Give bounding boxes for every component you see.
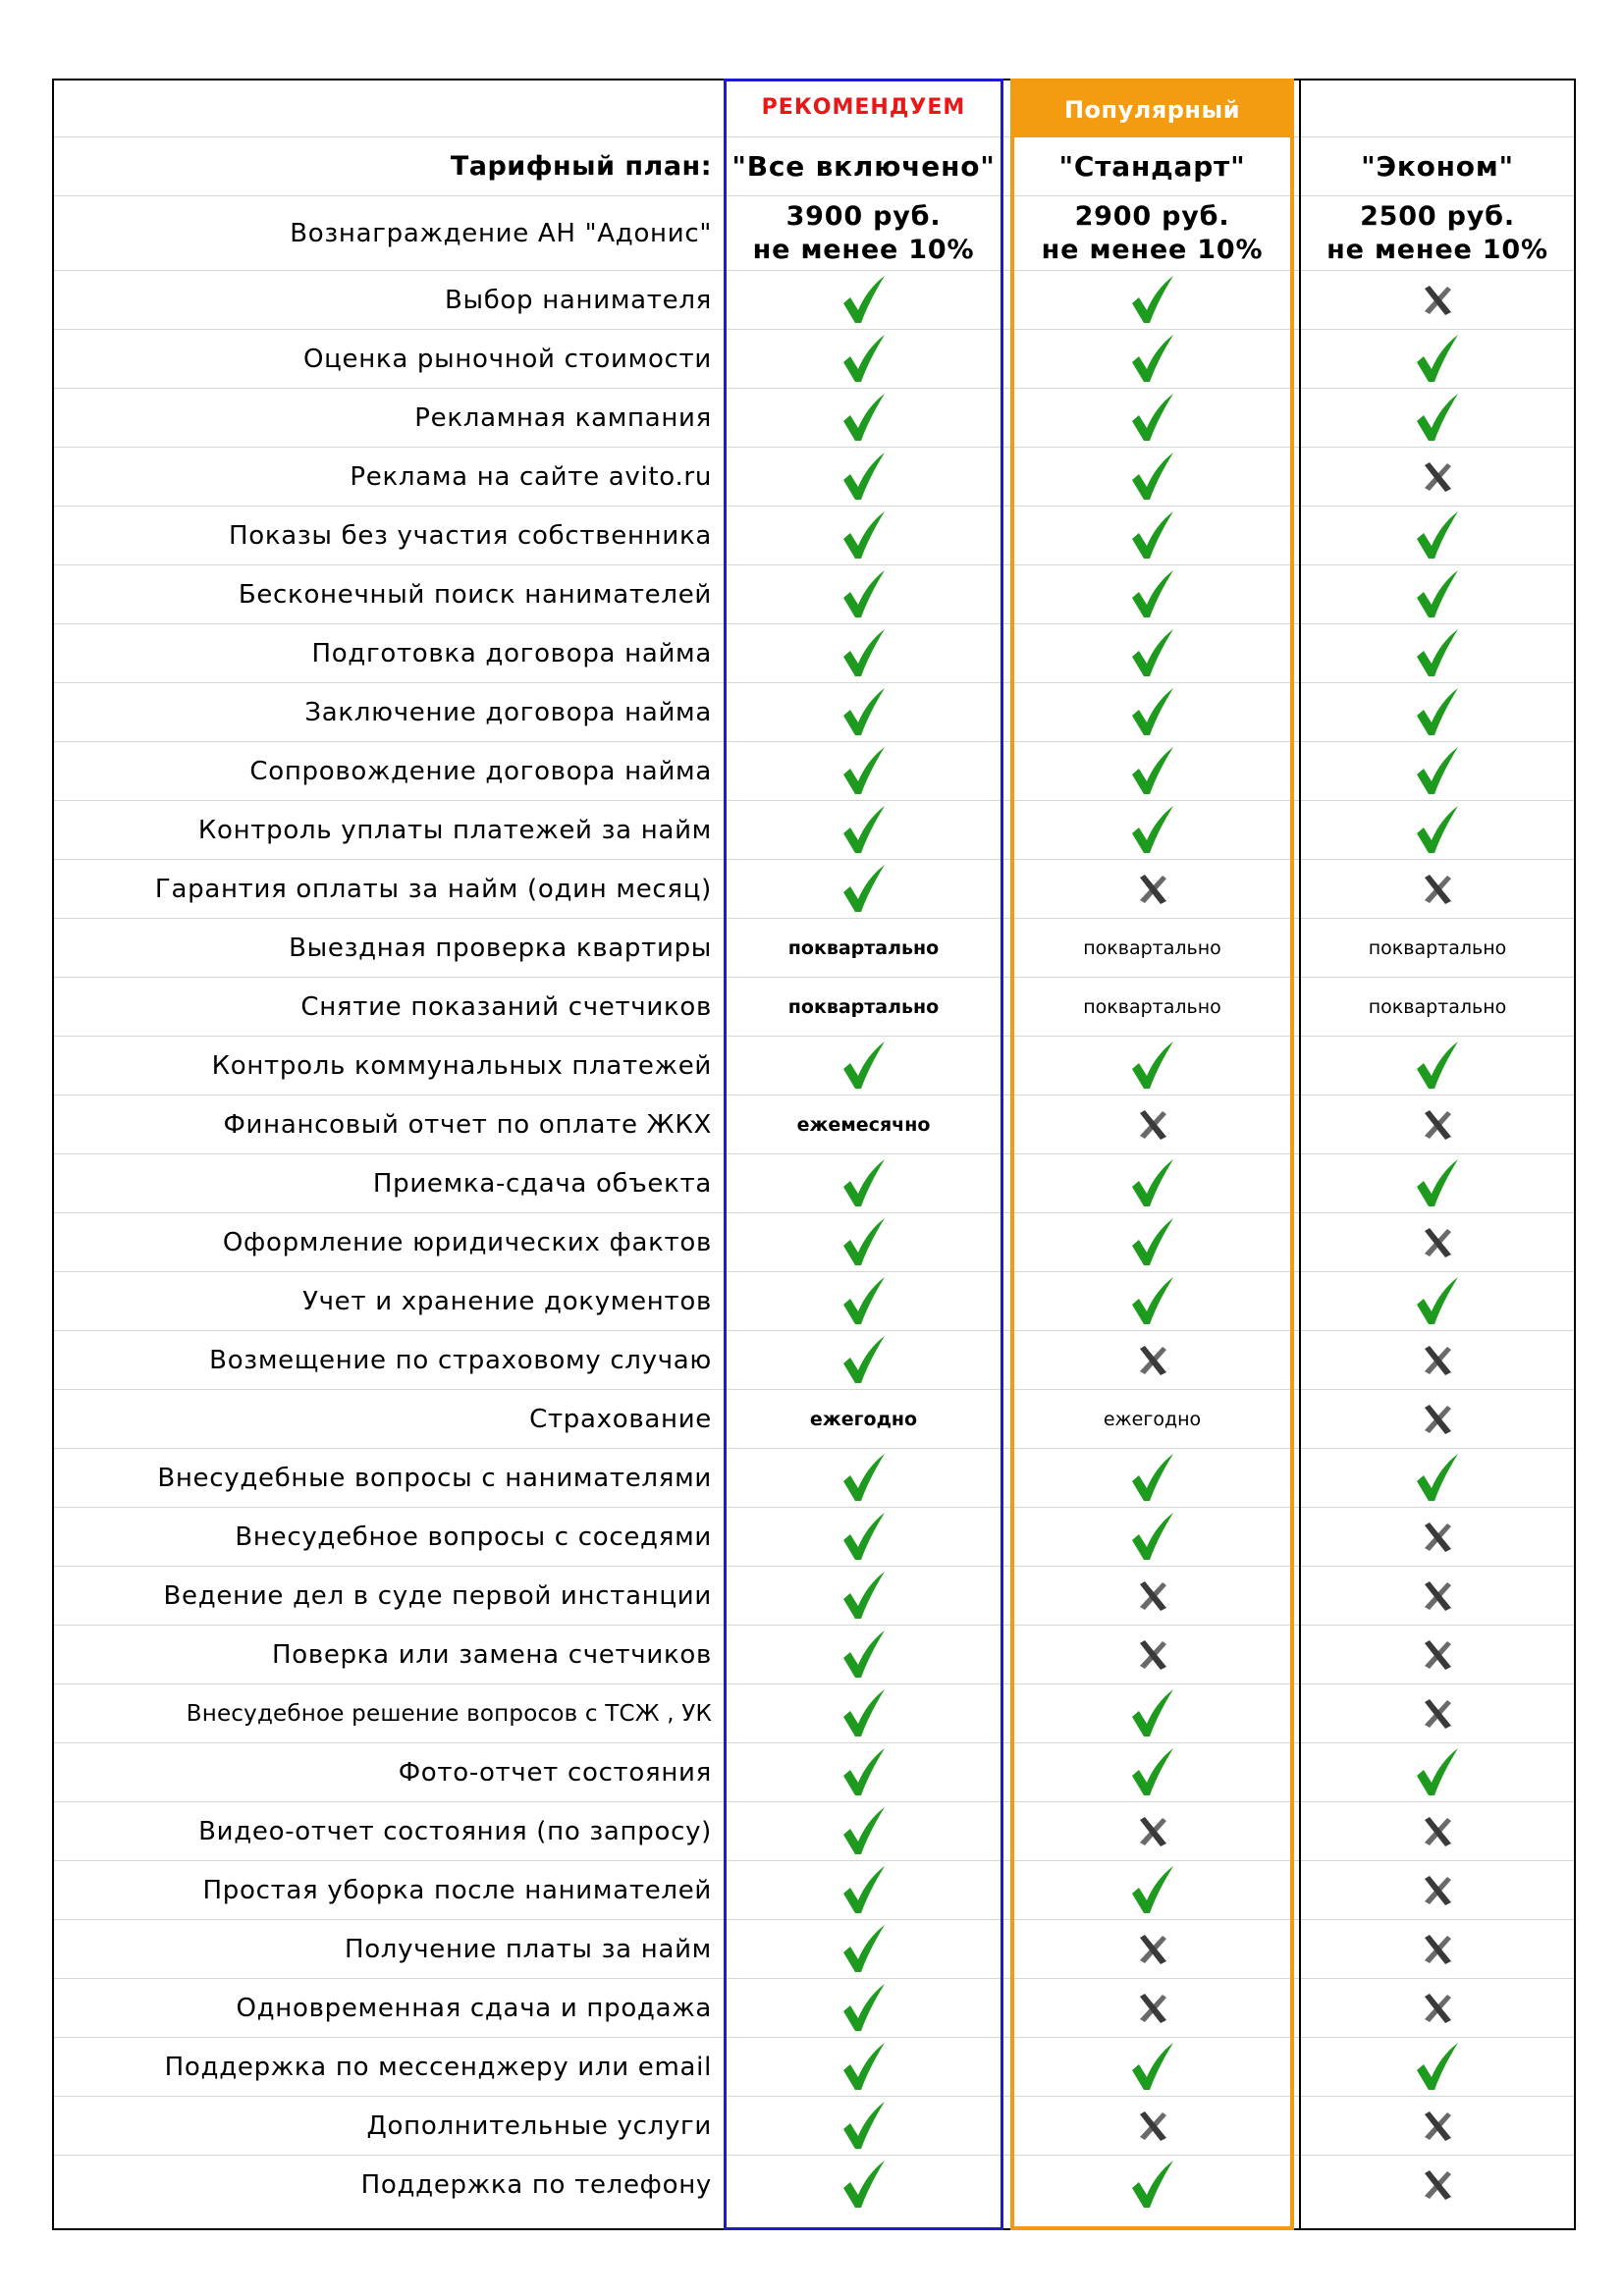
table-row (52, 507, 1576, 565)
check-icon (1414, 1453, 1461, 1504)
check-icon (1129, 805, 1176, 856)
value-all-inclusive (724, 1626, 1003, 1683)
plan-names-row (52, 137, 1576, 196)
check-icon (1414, 510, 1461, 561)
check-icon (840, 805, 888, 856)
check-icon (840, 1688, 888, 1739)
value-all-inclusive (724, 624, 1003, 682)
value-economy (1299, 1743, 1576, 1801)
value-all-inclusive (724, 1449, 1003, 1507)
plan-label: Тарифный план: (450, 151, 712, 182)
cross-icon (1421, 1108, 1454, 1142)
cross-icon (1136, 1933, 1169, 1966)
value-all-inclusive (724, 1331, 1003, 1389)
value-standard (1010, 742, 1294, 800)
fee-minimum: не менее 10% (752, 234, 975, 265)
value-all-inclusive (724, 2156, 1003, 2215)
value-standard (1010, 919, 1294, 977)
feature-name: Снятие показаний счетчиков (300, 991, 712, 1022)
plan-name-standard (1010, 137, 1294, 195)
cross-icon (1421, 1933, 1454, 1966)
feature-name: Заключение договора найма (304, 697, 712, 727)
value-economy (1299, 919, 1576, 977)
cross-icon (1136, 873, 1169, 906)
check-icon (840, 1512, 888, 1563)
value-all-inclusive (724, 1567, 1003, 1625)
value-standard (1010, 2038, 1294, 2096)
check-icon (840, 2101, 888, 2152)
value-economy (1299, 2156, 1576, 2215)
check-icon (1129, 1747, 1176, 1798)
table-row (52, 1213, 1576, 1272)
check-icon (840, 864, 888, 915)
cross-icon (1421, 1226, 1454, 1259)
plan-name-label: "Эконом" (1361, 150, 1514, 183)
table-row (52, 1567, 1576, 1626)
value-text: поквартально (787, 936, 940, 959)
feature-name: Внесудебное решение вопросов с ТСЖ , УК (186, 1700, 712, 1727)
check-icon (1414, 1747, 1461, 1798)
value-economy (1299, 2038, 1576, 2096)
check-icon (1129, 334, 1176, 385)
value-text: поквартально (1368, 936, 1507, 959)
value-all-inclusive (724, 919, 1003, 977)
value-all-inclusive (724, 801, 1003, 859)
cross-icon (1421, 1579, 1454, 1613)
value-standard (1010, 801, 1294, 859)
cross-icon (1421, 1344, 1454, 1377)
cross-icon (1421, 284, 1454, 317)
popular-badge (1014, 82, 1290, 137)
value-all-inclusive (724, 1154, 1003, 1212)
value-economy (1299, 448, 1576, 506)
value-standard (1010, 565, 1294, 623)
table-row (52, 919, 1576, 978)
feature-name: Учет и хранение документов (302, 1286, 712, 1316)
value-all-inclusive (724, 2038, 1003, 2096)
value-economy (1299, 1390, 1576, 1448)
feature-name: Оценка рыночной стоимости (302, 344, 712, 374)
check-icon (1414, 687, 1461, 738)
table-row (52, 389, 1576, 448)
check-icon (1414, 1158, 1461, 1209)
cross-icon (1136, 1579, 1169, 1613)
recommended-badge (724, 79, 1003, 136)
value-standard (1010, 1272, 1294, 1330)
feature-name: Простая уборка после нанимателей (202, 1875, 712, 1905)
value-text: поквартально (1368, 995, 1507, 1018)
fee-minimum: не менее 10% (1326, 234, 1548, 265)
plan-name-all-inclusive (724, 137, 1003, 195)
value-economy (1299, 1684, 1576, 1742)
cross-icon (1421, 1521, 1454, 1554)
cross-icon (1136, 1344, 1169, 1377)
cross-icon (1421, 1697, 1454, 1731)
check-icon (1414, 805, 1461, 856)
value-all-inclusive (724, 1272, 1003, 1330)
fee-all-inclusive (724, 196, 1003, 270)
value-all-inclusive (724, 1684, 1003, 1742)
header-badges-row (52, 79, 1576, 137)
value-economy (1299, 860, 1576, 918)
cross-icon (1421, 1638, 1454, 1672)
table-row (52, 1802, 1576, 1861)
value-standard (1010, 1390, 1294, 1448)
check-icon (1129, 1865, 1176, 1916)
check-icon (1414, 334, 1461, 385)
value-economy (1299, 565, 1576, 623)
value-standard (1010, 624, 1294, 682)
cross-icon (1421, 460, 1454, 494)
value-all-inclusive (724, 742, 1003, 800)
table-row (52, 1037, 1576, 1095)
check-icon (840, 1983, 888, 2034)
value-standard (1010, 1213, 1294, 1271)
table-row (52, 860, 1576, 919)
cross-icon (1421, 1992, 1454, 2025)
feature-name: Подготовка договора найма (311, 638, 712, 668)
check-icon (840, 1453, 888, 1504)
value-all-inclusive (724, 1861, 1003, 1919)
fee-row (52, 196, 1576, 271)
value-standard (1010, 1095, 1294, 1153)
feature-name: Выездная проверка квартиры (289, 933, 712, 963)
value-all-inclusive (724, 1920, 1003, 1978)
check-icon (1129, 2160, 1176, 2211)
value-standard (1010, 1508, 1294, 1566)
table-row (52, 1508, 1576, 1567)
cross-icon (1421, 1874, 1454, 1907)
table-row (52, 1861, 1576, 1920)
check-icon (1129, 452, 1176, 503)
table-row (52, 2038, 1576, 2097)
value-standard (1010, 1743, 1294, 1801)
value-economy (1299, 1626, 1576, 1683)
cross-icon (1421, 2109, 1454, 2143)
check-icon (840, 2042, 888, 2093)
value-text: поквартально (787, 995, 940, 1018)
check-icon (840, 510, 888, 561)
check-icon (1414, 746, 1461, 797)
check-icon (840, 334, 888, 385)
value-economy (1299, 624, 1576, 682)
check-icon (1414, 2042, 1461, 2093)
feature-name: Показы без участия собственника (229, 520, 712, 551)
popular-badge-label: Популярный (1063, 96, 1241, 124)
check-icon (1129, 2042, 1176, 2093)
value-economy (1299, 1449, 1576, 1507)
table-row (52, 1684, 1576, 1743)
check-icon (840, 2160, 888, 2211)
check-icon (1414, 1276, 1461, 1327)
plan-label-cell (52, 137, 724, 195)
check-icon (840, 1924, 888, 1975)
value-standard (1010, 1802, 1294, 1860)
value-all-inclusive (724, 1390, 1003, 1448)
table-row (52, 683, 1576, 742)
fee-label: Вознаграждение АН "Адонис" (290, 218, 712, 248)
value-all-inclusive (724, 978, 1003, 1036)
table-row (52, 1626, 1576, 1684)
check-icon (840, 1747, 888, 1798)
value-all-inclusive (724, 330, 1003, 388)
value-economy (1299, 330, 1576, 388)
check-icon (840, 452, 888, 503)
value-economy (1299, 1802, 1576, 1860)
check-icon (840, 628, 888, 679)
value-economy (1299, 1567, 1576, 1625)
check-icon (840, 1276, 888, 1327)
value-all-inclusive (724, 448, 1003, 506)
recommended-badge-label: РЕКОМЕНДУЕМ (761, 95, 966, 120)
feature-name: Бесконечный поиск нанимателей (238, 579, 712, 610)
value-all-inclusive (724, 1037, 1003, 1095)
feature-name: Одновременная сдача и продажа (236, 1993, 712, 2023)
check-icon (840, 1041, 888, 1092)
value-economy (1299, 978, 1576, 1036)
check-icon (840, 687, 888, 738)
value-economy (1299, 1154, 1576, 1212)
feature-name: Оформление юридических фактов (222, 1227, 712, 1257)
value-economy (1299, 2097, 1576, 2155)
check-icon (840, 1217, 888, 1268)
value-economy (1299, 1213, 1576, 1271)
check-icon (1414, 628, 1461, 679)
check-icon (840, 1158, 888, 1209)
value-standard (1010, 978, 1294, 1036)
value-all-inclusive (724, 683, 1003, 741)
value-economy (1299, 389, 1576, 447)
value-standard (1010, 507, 1294, 564)
feature-name: Ведение дел в суде первой инстанции (163, 1580, 712, 1611)
pricing-table (52, 79, 1576, 2230)
check-icon (840, 1335, 888, 1386)
table-row (52, 624, 1576, 683)
value-economy (1299, 683, 1576, 741)
check-icon (1129, 1158, 1176, 1209)
cross-icon (1136, 1638, 1169, 1672)
plan-name-label: "Стандарт" (1058, 150, 1246, 183)
value-standard (1010, 1449, 1294, 1507)
cross-icon (1421, 1403, 1454, 1436)
cross-icon (1136, 1992, 1169, 2025)
value-economy (1299, 1861, 1576, 1919)
value-all-inclusive (724, 1095, 1003, 1153)
check-icon (840, 1865, 888, 1916)
feature-name: Поверка или замена счетчиков (271, 1639, 712, 1670)
feature-name: Контроль коммунальных платежей (211, 1050, 712, 1081)
value-economy (1299, 1037, 1576, 1095)
value-standard (1010, 1861, 1294, 1919)
value-economy (1299, 742, 1576, 800)
value-standard (1010, 1331, 1294, 1389)
feature-name: Реклама на сайте avito.ru (350, 461, 712, 492)
table-row (52, 801, 1576, 860)
feature-name: Рекламная кампания (414, 402, 712, 433)
value-standard (1010, 1154, 1294, 1212)
value-standard (1010, 2097, 1294, 2155)
table-row (52, 448, 1576, 507)
feature-name: Получение платы за найм (344, 1934, 712, 1964)
table-row (52, 1154, 1576, 1213)
fee-label-cell (52, 196, 724, 270)
check-icon (1129, 1217, 1176, 1268)
table-row (52, 1095, 1576, 1154)
check-icon (840, 1629, 888, 1681)
feature-name: Гарантия оплаты за найм (один месяц) (154, 874, 712, 904)
value-economy (1299, 801, 1576, 859)
value-text: поквартально (1083, 936, 1221, 959)
value-standard (1010, 330, 1294, 388)
check-icon (840, 275, 888, 326)
feature-name: Сопровождение договора найма (249, 756, 712, 786)
value-economy (1299, 507, 1576, 564)
value-economy (1299, 1272, 1576, 1330)
value-all-inclusive (724, 1508, 1003, 1566)
value-economy (1299, 1095, 1576, 1153)
check-icon (1129, 1688, 1176, 1739)
value-economy (1299, 271, 1576, 329)
feature-name: Фото-отчет состояния (398, 1757, 712, 1788)
check-icon (1129, 1453, 1176, 1504)
table-row (52, 2156, 1576, 2215)
value-standard (1010, 1567, 1294, 1625)
value-economy (1299, 1508, 1576, 1566)
value-all-inclusive (724, 565, 1003, 623)
feature-name: Страхование (529, 1404, 712, 1434)
check-icon (1129, 628, 1176, 679)
value-standard (1010, 271, 1294, 329)
feature-name: Приемка-сдача объекта (372, 1168, 712, 1199)
check-icon (1129, 393, 1176, 444)
cross-icon (1421, 2168, 1454, 2202)
check-icon (1414, 393, 1461, 444)
check-icon (1129, 746, 1176, 797)
feature-name: Внесудебные вопросы с нанимателями (157, 1463, 712, 1493)
table-row (52, 1331, 1576, 1390)
value-standard (1010, 1037, 1294, 1095)
feature-name: Внесудебное вопросы с соседями (235, 1522, 712, 1552)
feature-name: Поддержка по мессенджеру или email (164, 2052, 712, 2082)
value-all-inclusive (724, 1979, 1003, 2037)
value-economy (1299, 1331, 1576, 1389)
check-icon (1129, 510, 1176, 561)
value-text: ежегодно (809, 1408, 918, 1430)
check-icon (840, 569, 888, 620)
check-icon (840, 1571, 888, 1622)
check-icon (1129, 569, 1176, 620)
cross-icon (1136, 1108, 1169, 1142)
cross-icon (1136, 1815, 1169, 1848)
feature-name: Выбор нанимателя (444, 285, 712, 315)
check-icon (1129, 1512, 1176, 1563)
check-icon (1129, 687, 1176, 738)
value-standard (1010, 683, 1294, 741)
table-row (52, 742, 1576, 801)
table-row (52, 1390, 1576, 1449)
table-row (52, 978, 1576, 1037)
fee-price: 3900 руб. (785, 200, 942, 232)
value-standard (1010, 389, 1294, 447)
plan-name-economy (1299, 137, 1576, 195)
table-row (52, 1920, 1576, 1979)
value-standard (1010, 448, 1294, 506)
fee-minimum: не менее 10% (1041, 234, 1264, 265)
fee-economy (1299, 196, 1576, 270)
value-all-inclusive (724, 1743, 1003, 1801)
feature-name: Контроль уплаты платежей за найм (197, 815, 712, 845)
check-icon (1414, 1041, 1461, 1092)
value-all-inclusive (724, 1802, 1003, 1860)
value-standard (1010, 1920, 1294, 1978)
value-standard (1010, 2156, 1294, 2215)
value-all-inclusive (724, 860, 1003, 918)
value-text: ежегодно (1103, 1408, 1202, 1430)
check-icon (1129, 1041, 1176, 1092)
value-text: поквартально (1083, 995, 1221, 1018)
value-standard (1010, 860, 1294, 918)
value-standard (1010, 1626, 1294, 1683)
feature-name: Возмещение по страховому случаю (209, 1345, 712, 1375)
table-row (52, 1979, 1576, 2038)
table-row (52, 1449, 1576, 1508)
feature-name: Видео-отчет состояния (по запросу) (198, 1816, 712, 1846)
table-row (52, 565, 1576, 624)
value-standard (1010, 1979, 1294, 2037)
table-row (52, 1743, 1576, 1802)
cross-icon (1421, 873, 1454, 906)
check-icon (1129, 1276, 1176, 1327)
fee-price: 2500 руб. (1360, 200, 1515, 232)
check-icon (1414, 569, 1461, 620)
fee-standard (1010, 196, 1294, 270)
value-all-inclusive (724, 2097, 1003, 2155)
value-text: ежемесячно (796, 1113, 931, 1136)
table-row (52, 330, 1576, 389)
value-economy (1299, 1979, 1576, 2037)
table-row (52, 271, 1576, 330)
feature-name: Поддержка по телефону (360, 2170, 712, 2200)
plan-name-label: "Все включено" (731, 150, 996, 183)
table-row (52, 1272, 1576, 1331)
feature-name: Дополнительные услуги (366, 2110, 712, 2141)
value-all-inclusive (724, 1213, 1003, 1271)
value-all-inclusive (724, 389, 1003, 447)
value-economy (1299, 1920, 1576, 1978)
cross-icon (1136, 2109, 1169, 2143)
value-all-inclusive (724, 507, 1003, 564)
check-icon (840, 393, 888, 444)
cross-icon (1421, 1815, 1454, 1848)
table-row (52, 2097, 1576, 2156)
feature-name: Финансовый отчет по оплате ЖКХ (223, 1109, 712, 1140)
check-icon (1129, 275, 1176, 326)
fee-price: 2900 руб. (1074, 200, 1230, 232)
value-all-inclusive (724, 271, 1003, 329)
check-icon (840, 1806, 888, 1857)
value-standard (1010, 1684, 1294, 1742)
check-icon (840, 746, 888, 797)
